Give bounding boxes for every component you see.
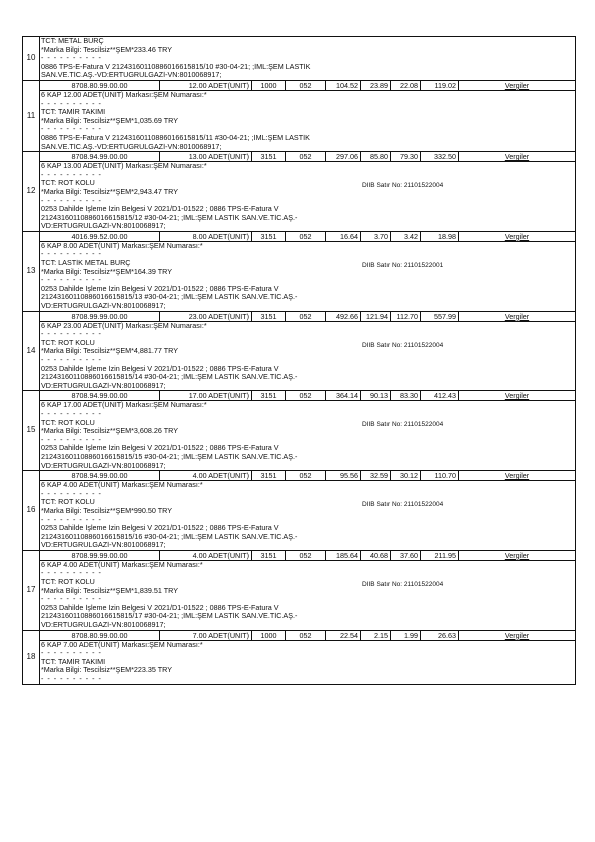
description-line: SAN.VE.TİC.AŞ.-VD:ERTUGRULGAZİ-VN:8010068917; (41, 71, 222, 80)
description-line: - - - - - - - - - - (41, 649, 102, 658)
tariff-code: 8708.80.99.00.00 (40, 81, 160, 90)
description-line: TCT: METAL BURÇ (41, 37, 104, 45)
taxes-link[interactable]: Vergiler (504, 311, 530, 321)
unit-code: 3151 (252, 391, 286, 400)
taxes-link[interactable]: Vergiler (504, 80, 530, 90)
row-number: 11 (23, 80, 40, 151)
country-code: 052 (286, 391, 326, 400)
item-header-cells (40, 551, 575, 561)
quantity: 13.00 ADET(UNIT) (160, 152, 252, 161)
description-line: 0253 Dahilde İşleme İzin Belgesi V 2021/D1-01522 ; 0886 TPS-E-Fatura V (41, 524, 279, 533)
value-2: 121.94 (361, 312, 391, 321)
description-line: *Marka Bilgi: Tescilsiz**ŞEM*3,608.26 TRY (41, 427, 179, 436)
description-line: TCT: ROT KOLU (41, 338, 95, 347)
quantity: 12.00 ADET(UNIT) (160, 81, 252, 90)
description-line: *Marka Bilgi: Tescilsiz**ŞEM*233.46 TRY (41, 45, 173, 54)
value-1: 364.14 (326, 391, 361, 400)
item-header-cells (40, 471, 575, 481)
description-line: *Marka Bilgi: Tescilsiz**ŞEM*4,881.77 TRY (41, 347, 179, 356)
item-description-cell (40, 471, 576, 551)
description-line: *Marka Bilgi: Tescilsiz**ŞEM*164.39 TRY (41, 267, 173, 276)
diib-line-note: DIIB Satır No: 21101522004 (362, 182, 444, 190)
table-row (23, 231, 576, 311)
description-line: - - - - - - - - - - (41, 489, 102, 498)
items-table (22, 36, 576, 685)
description-line: VD:ERTUGRULGAZİ-VN:8010068917; (41, 222, 166, 231)
description-line: *Marka Bilgi: Tescilsiz**ŞEM*990.50 TRY (41, 506, 173, 515)
description-line: - - - - - - - - - - (41, 595, 102, 604)
value-2: 32.59 (361, 471, 391, 480)
table-row (23, 80, 576, 151)
description-line: SAN.VE.TİC.AŞ.-VD:ERTUGRULGAZİ-VN:8010068917; (41, 142, 222, 151)
description-line: TCT: ROT KOLU (41, 179, 95, 188)
item-header-cells (40, 152, 575, 162)
description-line: - - - - - - - - - - (41, 356, 102, 364)
diib-line-note: DIIB Satır No: 21101522001 (362, 261, 444, 269)
description-line: 0886 TPS-E-Fatura V 21243160110886016615815/11 #30-04-21; ;İML:ŞEM LASTİK (41, 133, 310, 142)
description-line: 0253 Dahilde İşleme İzin Belgesi V 2021/D1-01522 ; 0886 TPS-E-Fatura V (41, 364, 279, 373)
description-line: - - - - - - - - - - (41, 435, 102, 444)
country-code: 052 (286, 631, 326, 640)
row-number: 10 (23, 37, 40, 81)
description-line: 21243160110886016615815/12 #30-04-21; ;İML:ŞEM LASTİK SAN.VE.TİC.AŞ.- (41, 213, 298, 222)
taxes-link[interactable]: Vergiler (504, 550, 530, 560)
row-number: 16 (23, 471, 40, 551)
description-line: *Marka Bilgi: Tescilsiz**ŞEM*223.35 TRY (41, 666, 173, 675)
description-line: 6 KAP 17.00 ADET(UNIT) Markası:ŞEM Numarası:* (41, 401, 207, 410)
row-number: 14 (23, 311, 40, 391)
tariff-code: 8708.99.99.00.00 (40, 551, 160, 560)
value-1: 95.56 (326, 471, 361, 480)
item-description-cell (40, 391, 576, 471)
value-2: 40.68 (361, 551, 391, 560)
item-header-cells (40, 391, 575, 401)
value-4: 119.02 (421, 81, 459, 90)
unit-code: 3151 (252, 312, 286, 321)
description-line: 0253 Dahilde İşleme İzin Belgesi V 2021/D1-01522 ; 0886 TPS-E-Fatura V (41, 603, 279, 612)
description-line: TCT: ROT KOLU (41, 418, 95, 427)
row-number: 13 (23, 231, 40, 311)
description-line: VD:ERTUGRULGAZİ-VN:8010068917; (41, 461, 166, 470)
tariff-code: 8708.80.99.00.00 (40, 631, 160, 640)
tariff-code: 8708.94.99.00.00 (40, 152, 160, 161)
value-2: 23.89 (361, 81, 391, 90)
value-1: 492.66 (326, 312, 361, 321)
item-description-cell (40, 231, 576, 311)
country-code: 052 (286, 471, 326, 480)
unit-code: 1000 (252, 631, 286, 640)
value-1: 185.64 (326, 551, 361, 560)
description-line: VD:ERTUGRULGAZİ-VN:8010068917; (41, 541, 166, 550)
value-2: 3.70 (361, 232, 391, 241)
description-line: 6 KAP 4.00 ADET(UNIT) Markası:ŞEM Numarası:* (41, 560, 203, 569)
row-number: 15 (23, 391, 40, 471)
description-line: - - - - - - - - - - (41, 409, 102, 418)
description-line: TCT: ROT KOLU (41, 498, 95, 507)
description-line: - - - - - - - - - - (41, 569, 102, 578)
value-1: 104.52 (326, 81, 361, 90)
diib-line-note: DIIB Satır No: 21101522004 (362, 501, 444, 509)
value-1: 297.06 (326, 152, 361, 161)
value-3: 79.30 (391, 152, 421, 161)
taxes-link[interactable]: Vergiler (504, 471, 530, 481)
description-line: 21243160110886016615815/15 #30-04-21; ;İML:ŞEM LASTİK SAN.VE.TİC.AŞ.- (41, 452, 298, 461)
description-line: - - - - - - - - - - (41, 125, 102, 134)
item-description-cell (40, 37, 576, 81)
item-header-cells (40, 232, 575, 242)
row-number: 17 (23, 550, 40, 630)
item-description-cell (40, 630, 576, 684)
quantity: 7.00 ADET(UNIT) (160, 631, 252, 640)
description-line: - - - - - - - - - - (41, 170, 102, 179)
description-line: 0253 Dahilde İşleme İzin Belgesi V 2021/D1-01522 ; 0886 TPS-E-Fatura V (41, 284, 279, 293)
value-3: 3.42 (391, 232, 421, 241)
table-row (23, 152, 576, 232)
value-4: 412.43 (421, 391, 459, 400)
description-line: - - - - - - - - - - (41, 99, 102, 108)
taxes-link[interactable]: Vergiler (504, 391, 530, 401)
tariff-code: 8708.94.99.00.00 (40, 391, 160, 400)
country-code: 052 (286, 551, 326, 560)
quantity: 8.00 ADET(UNIT) (160, 232, 252, 241)
country-code: 052 (286, 232, 326, 241)
row-number: 18 (23, 630, 40, 684)
unit-code: 3151 (252, 471, 286, 480)
table-row (23, 630, 576, 684)
description-line: *Marka Bilgi: Tescilsiz**ŞEM*1,839.51 TRY (41, 586, 179, 595)
description-line: - - - - - - - - - - (41, 515, 102, 524)
value-4: 211.95 (421, 551, 459, 560)
value-2: 2.15 (361, 631, 391, 640)
value-3: 83.30 (391, 391, 421, 400)
description-line: TCT: TAMİR TAKIMI (41, 657, 106, 666)
value-3: 1.99 (391, 631, 421, 640)
description-line: 0886 TPS-E-Fatura V 21243160110886016615815/10 #30-04-21; ;İML:ŞEM LASTİK (41, 62, 311, 71)
description-line: VD:ERTUGRULGAZİ-VN:8010068917; (41, 381, 166, 390)
description-line: 21243160110886016615815/16 #30-04-21; ;İML:ŞEM LASTİK SAN.VE.TİC.AŞ.- (41, 532, 298, 541)
value-1: 16.64 (326, 232, 361, 241)
description-line: 6 KAP 12.00 ADET(UNIT) Markası:ŞEM Numarası:* (41, 90, 207, 99)
description-line: - - - - - - - - - - (41, 330, 102, 339)
diib-line-note: DIIB Satır No: 21101522004 (362, 341, 444, 349)
description-line: TCT: ROT KOLU (41, 578, 95, 587)
value-1: 22.54 (326, 631, 361, 640)
value-3: 37.60 (391, 551, 421, 560)
description-line: 21243160110886016615815/14 #30-04-21; ;İML:ŞEM LASTİK SAN.VE.TİC.AŞ.- (41, 373, 298, 382)
value-2: 85.80 (361, 152, 391, 161)
description-line: - - - - - - - - - - (41, 276, 102, 285)
item-header-cells (40, 631, 575, 641)
description-line: 6 KAP 4.00 ADET(UNIT) Markası:ŞEM Numarası:* (41, 481, 203, 490)
unit-code: 3151 (252, 551, 286, 560)
unit-code: 3151 (252, 152, 286, 161)
description-line: 6 KAP 23.00 ADET(UNIT) Markası:ŞEM Numarası:* (41, 321, 207, 330)
description-line: VD:ERTUGRULGAZİ-VN:8010068917; (41, 302, 166, 311)
description-line: TCT: LASTİK METAL BURÇ (41, 259, 131, 268)
item-header-cells (40, 81, 575, 91)
tariff-code: 8708.94.99.00.00 (40, 471, 160, 480)
table-row (23, 471, 576, 551)
item-header-cells (40, 312, 575, 322)
table-row (23, 311, 576, 391)
value-4: 557.99 (421, 312, 459, 321)
value-3: 112.70 (391, 312, 421, 321)
taxes-link[interactable]: Vergiler (504, 630, 530, 640)
tariff-code: 4016.99.52.00.00 (40, 232, 160, 241)
value-3: 30.12 (391, 471, 421, 480)
value-3: 22.08 (391, 81, 421, 90)
quantity: 23.00 ADET(UNIT) (160, 312, 252, 321)
item-description-cell (40, 152, 576, 232)
description-line: 6 KAP 7.00 ADET(UNIT) Markası:ŞEM Numarası:* (41, 640, 203, 649)
description-line: 6 KAP 8.00 ADET(UNIT) Markası:ŞEM Numarası:* (41, 241, 203, 250)
description-line: VD:ERTUGRULGAZİ-VN:8010068917; (41, 621, 166, 630)
description-line: - - - - - - - - - - (41, 250, 102, 259)
description-line: - - - - - - - - - - (41, 675, 102, 683)
table-row (23, 391, 576, 471)
unit-code: 3151 (252, 232, 286, 241)
value-4: 18.98 (421, 232, 459, 241)
quantity: 4.00 ADET(UNIT) (160, 471, 252, 480)
description-line: - - - - - - - - - - (41, 54, 102, 63)
value-2: 90.13 (361, 391, 391, 400)
description-line: 0253 Dahilde İşleme İzin Belgesi V 2021/D1-01522 ; 0886 TPS-E-Fatura V (41, 205, 279, 214)
description-line: 21243160110886016615815/17 #30-04-21; ;İML:ŞEM LASTİK SAN.VE.TİC.AŞ.- (41, 612, 298, 621)
item-description-cell (40, 311, 576, 391)
country-code: 052 (286, 312, 326, 321)
value-4: 110.70 (421, 471, 459, 480)
description-line: *Marka Bilgi: Tescilsiz**ŞEM*1,035.69 TRY (41, 116, 179, 125)
row-number: 12 (23, 152, 40, 232)
diib-line-note: DIIB Satır No: 21101522004 (362, 421, 444, 429)
description-line: - - - - - - - - - - (41, 196, 102, 205)
table-row (23, 37, 576, 81)
unit-code: 1000 (252, 81, 286, 90)
diib-line-note: DIIB Satır No: 21101522004 (362, 580, 444, 588)
description-line: 0253 Dahilde İşleme İzin Belgesi V 2021/D1-01522 ; 0886 TPS-E-Fatura V (41, 444, 279, 453)
value-4: 26.63 (421, 631, 459, 640)
country-code: 052 (286, 81, 326, 90)
taxes-link[interactable]: Vergiler (504, 231, 530, 241)
item-description-cell (40, 80, 576, 151)
taxes-link[interactable]: Vergiler (504, 152, 530, 162)
table-row (23, 550, 576, 630)
quantity: 17.00 ADET(UNIT) (160, 391, 252, 400)
description-line: *Marka Bilgi: Tescilsiz**ŞEM*2,943.47 TRY (41, 187, 179, 196)
item-description-cell (40, 550, 576, 630)
description-line: TCT: TAMİR TAKIMI (41, 108, 106, 117)
customs-item-list (22, 36, 575, 685)
tariff-code: 8708.99.99.00.00 (40, 312, 160, 321)
description-line: 6 KAP 13.00 ADET(UNIT) Markası:ŞEM Numarası:* (41, 162, 207, 171)
country-code: 052 (286, 152, 326, 161)
quantity: 4.00 ADET(UNIT) (160, 551, 252, 560)
description-line: 21243160110886016615815/13 #30-04-21; ;İML:ŞEM LASTİK SAN.VE.TİC.AŞ.- (41, 293, 298, 302)
value-4: 332.50 (421, 152, 459, 161)
